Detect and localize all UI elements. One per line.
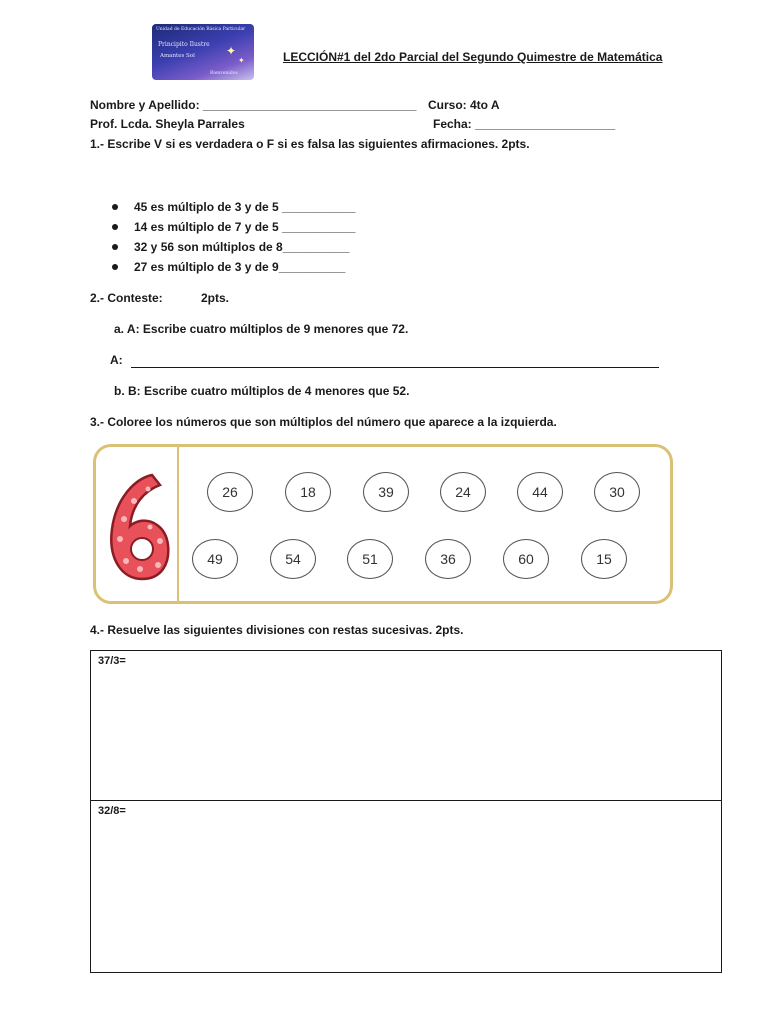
- page-title: LECCIÓN#1 del 2do Parcial del Segundo Quimestre de Matemática: [283, 50, 663, 64]
- statement-text: 45 es múltiplo de 3 y de 5 ___________: [134, 200, 356, 214]
- number-circle[interactable]: 24: [440, 472, 486, 512]
- answer-a-label: A:: [110, 353, 123, 367]
- bullet-icon: [112, 204, 118, 210]
- statement-text: 27 es múltiplo de 3 y de 9__________: [134, 260, 346, 274]
- number-six-graphic: [104, 469, 174, 584]
- question-4-prompt: 4.- Resuelve las siguientes divisiones con restas sucesivas. 2pts.: [90, 623, 464, 637]
- list-item: [112, 257, 355, 277]
- number-circle[interactable]: 39: [363, 472, 409, 512]
- bullet-icon: [112, 244, 118, 250]
- question-2a-text: a. A: Escribe cuatro múltiplos de 9 menores que 72.: [114, 322, 409, 336]
- panel-divider: [177, 447, 179, 601]
- polka-dot-icon: [117, 536, 123, 542]
- polka-dot-icon: [148, 525, 153, 530]
- question-1-prompt: 1.- Escribe V si es verdadera o F si es falsa las siguientes afirmaciones. 2pts.: [90, 137, 530, 151]
- question-3-prompt: 3.- Coloree los números que son múltiplos del número que aparece a la izquierda.: [90, 415, 557, 429]
- division-2-label: 32/8=: [98, 805, 126, 817]
- number-circle[interactable]: 18: [285, 472, 331, 512]
- question-2b-text: b. B: Escribe cuatro múltiplos de 4 menores que 52.: [114, 384, 410, 398]
- number-circle[interactable]: 36: [425, 539, 471, 579]
- name-field-label: Nombre y Apellido: ________________________________: [90, 98, 417, 112]
- number-circle[interactable]: 49: [192, 539, 238, 579]
- polka-dot-icon: [155, 562, 161, 568]
- logo-line-1: Unidad de Educación Básica Particular: [156, 27, 246, 32]
- polka-dot-icon: [137, 566, 143, 572]
- number-circle[interactable]: 30: [594, 472, 640, 512]
- polka-dot-icon: [146, 487, 151, 492]
- division-2-box[interactable]: [90, 800, 722, 973]
- bullet-icon: [112, 224, 118, 230]
- question-2-points: 2pts.: [201, 291, 230, 305]
- number-circle[interactable]: 51: [347, 539, 393, 579]
- question-2-prompt: 2.- Conteste:: [90, 291, 163, 305]
- star-icon: ✦: [226, 44, 237, 58]
- number-circle[interactable]: 54: [270, 539, 316, 579]
- number-circle[interactable]: 44: [517, 472, 563, 512]
- question-1-list: [112, 197, 355, 277]
- star-icon: ✦: [238, 56, 245, 65]
- list-item: [112, 237, 355, 257]
- number-circle[interactable]: 15: [581, 539, 627, 579]
- number-circle[interactable]: 26: [207, 472, 253, 512]
- polka-dot-icon: [157, 538, 163, 544]
- logo-line-3: Amantes Sol: [160, 53, 195, 59]
- list-item: [112, 217, 355, 237]
- polka-dot-icon: [121, 516, 127, 522]
- logo-line-4: Bienvenidos: [210, 71, 238, 76]
- date-field-label: Fecha: _____________________: [433, 117, 616, 131]
- statement-text: 32 y 56 son múltiplos de 8__________: [134, 240, 350, 254]
- answer-a-line[interactable]: [131, 367, 659, 368]
- multiples-panel: [93, 444, 673, 604]
- statement-text: 14 es múltiplo de 7 y de 5 ___________: [134, 220, 356, 234]
- division-1-box[interactable]: [90, 650, 722, 801]
- polka-dot-icon: [131, 498, 137, 504]
- list-item: [112, 197, 355, 217]
- teacher-label: Prof. Lcda. Sheyla Parrales: [90, 117, 245, 131]
- number-circle[interactable]: 60: [503, 539, 549, 579]
- division-1-label: 37/3=: [98, 655, 126, 667]
- logo-line-2: Principito Ilustre: [158, 41, 210, 48]
- school-logo: [152, 24, 254, 80]
- polka-dot-icon: [123, 558, 129, 564]
- six-hole: [131, 538, 153, 560]
- bullet-icon: [112, 264, 118, 270]
- course-label: Curso: 4to A: [428, 98, 500, 112]
